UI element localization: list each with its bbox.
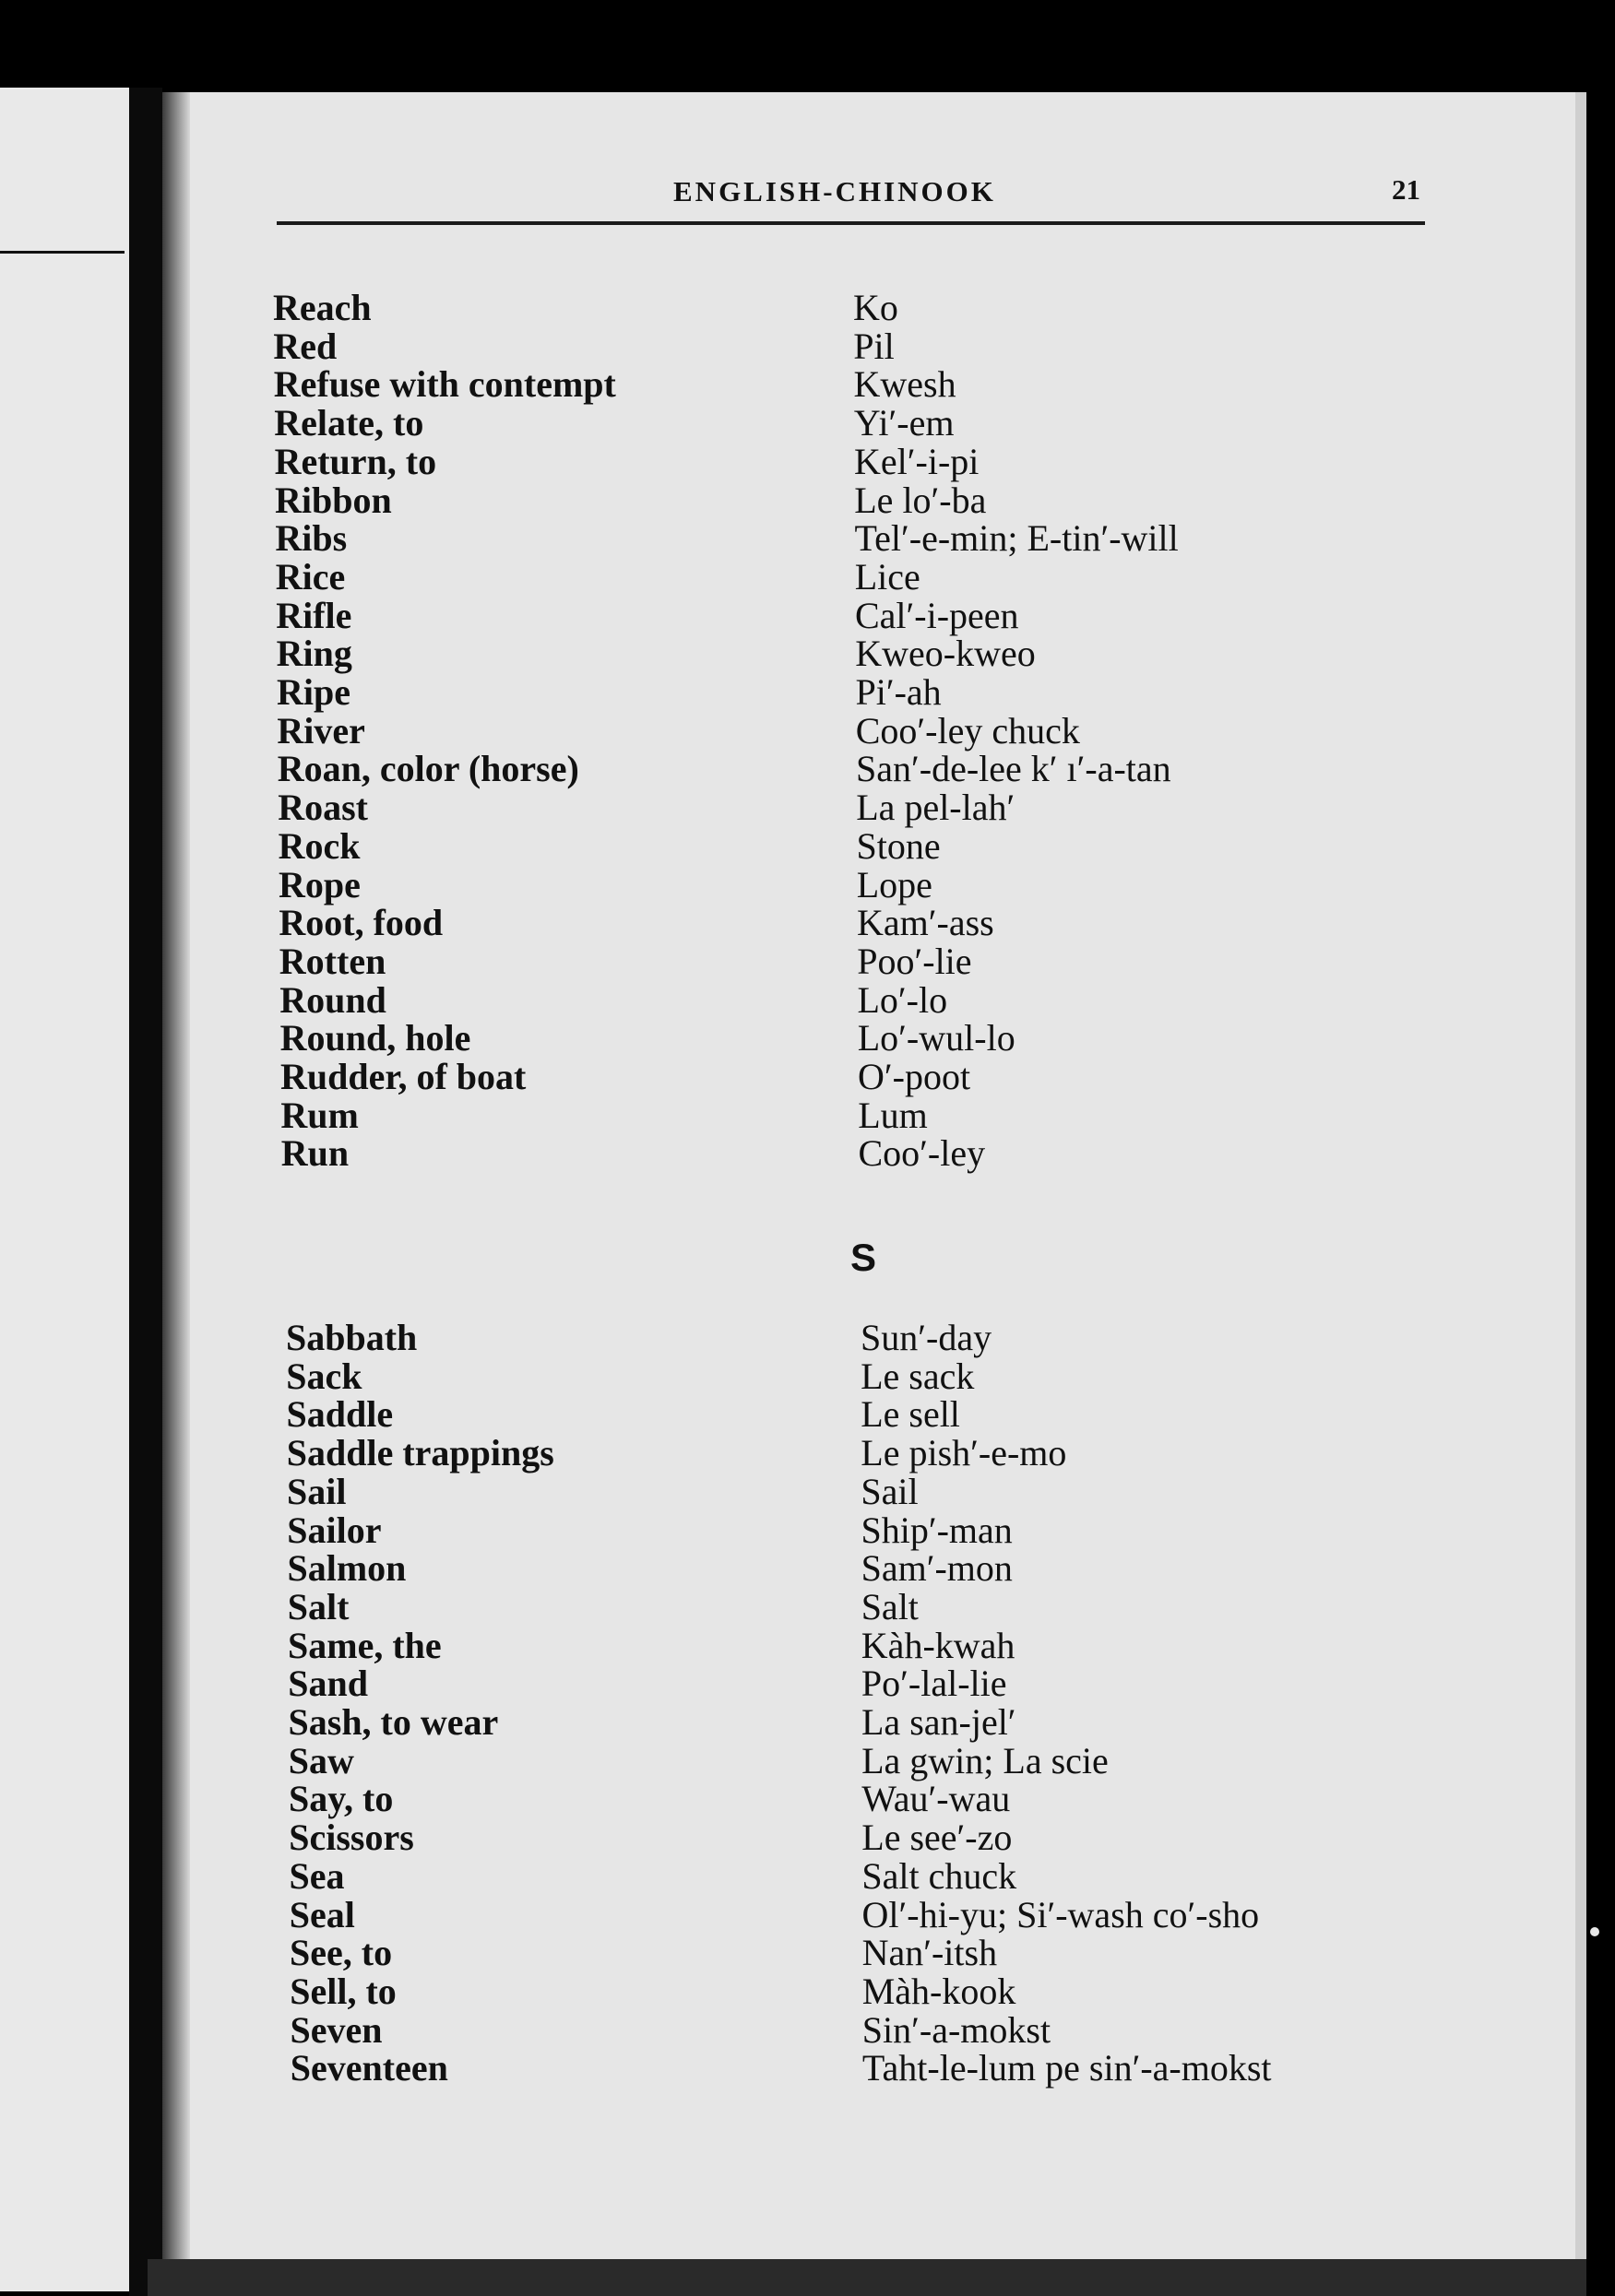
dictionary-entry xyxy=(0,1549,1615,1588)
chinook-term: Kam′-ass xyxy=(857,902,994,944)
english-term: Rope xyxy=(279,863,361,905)
dictionary-entry xyxy=(0,1893,1615,1935)
chinook-term: Ol′-hi-yu; Si′-wash co′-sho xyxy=(861,1893,1260,1935)
chinook-term: Taht-le-lum pe sin′-a-mokst xyxy=(861,2047,1272,2089)
english-term: Ripe xyxy=(277,671,350,713)
english-term: Sea xyxy=(289,1854,345,1897)
dictionary-entry xyxy=(0,942,1615,981)
page-number: 21 xyxy=(1392,173,1420,206)
english-term: Seal xyxy=(289,1893,355,1935)
dictionary-entry xyxy=(0,863,1615,905)
english-term: Sand xyxy=(288,1663,368,1705)
chinook-term: Kàh-kwah xyxy=(861,1624,1015,1666)
dictionary-entry xyxy=(0,1019,1615,1058)
chinook-term: Salt chuck xyxy=(861,1854,1017,1897)
chinook-term: Lum xyxy=(858,1094,928,1136)
dictionary-entry xyxy=(0,289,1615,327)
english-term: Sailor xyxy=(287,1509,382,1551)
english-term: Salt xyxy=(287,1585,350,1627)
english-term: Sell, to xyxy=(290,1970,397,2012)
chinook-term: Nan′-itsh xyxy=(861,1932,998,1974)
chinook-term: Lice xyxy=(854,555,920,598)
english-term: Sail xyxy=(287,1470,347,1512)
english-term: Rum xyxy=(280,1094,359,1136)
english-term: Same, the xyxy=(288,1624,442,1666)
english-term: Roan, color (horse) xyxy=(277,748,579,790)
chinook-term: Yi′-em xyxy=(853,402,955,444)
dictionary-entry xyxy=(0,1511,1615,1550)
chinook-term: Le pish′-e-mo xyxy=(861,1432,1067,1474)
english-term: Run xyxy=(280,1132,350,1175)
chinook-term: Sail xyxy=(861,1470,919,1512)
english-term: Salmon xyxy=(287,1547,407,1590)
section-letter: S xyxy=(850,1236,877,1279)
english-term: Rice xyxy=(275,555,346,598)
english-term: Roast xyxy=(278,787,368,829)
dictionary-entry xyxy=(0,824,1615,867)
dictionary-entry xyxy=(0,1664,1615,1703)
dictionary-entry xyxy=(0,2008,1615,2051)
dictionary-entry xyxy=(0,1319,1615,1357)
dictionary-entry xyxy=(0,327,1615,366)
english-term: Scissors xyxy=(289,1817,414,1859)
dictionary-entry xyxy=(0,404,1615,443)
english-term: Root, food xyxy=(279,902,444,944)
dictionary-entry xyxy=(0,1972,1615,2011)
chinook-term: Sun′-day xyxy=(861,1317,992,1358)
english-term: Sack xyxy=(286,1355,362,1397)
dictionary-entry xyxy=(0,1470,1615,1512)
english-term: Rock xyxy=(278,824,361,867)
chinook-term: Màh-kook xyxy=(861,1970,1016,2012)
dictionary-entry xyxy=(0,904,1615,942)
english-term: Return, to xyxy=(274,440,437,482)
english-term: Rifle xyxy=(276,594,352,636)
chinook-term: La gwin; La scie xyxy=(861,1739,1109,1781)
dictionary-entry xyxy=(0,634,1615,673)
page-bottom-shadow xyxy=(148,2259,1586,2296)
english-term: Sabbath xyxy=(286,1317,418,1358)
chinook-term: Wau′-wau xyxy=(861,1778,1011,1820)
chinook-term: Ship′-man xyxy=(861,1509,1013,1551)
dictionary-entry xyxy=(0,788,1615,827)
chinook-term: Coo′-ley chuck xyxy=(855,709,1080,752)
running-title: ENGLISH-CHINOOK xyxy=(673,175,996,207)
english-term: Saddle trappings xyxy=(286,1432,554,1474)
dictionary-entry xyxy=(0,555,1615,598)
dictionary-entry xyxy=(0,673,1615,712)
chinook-term: O′-poot xyxy=(858,1056,971,1097)
dictionary-entry xyxy=(0,978,1615,1021)
chinook-term: Le sack xyxy=(861,1355,975,1397)
english-term: See, to xyxy=(290,1932,393,1974)
english-term: Rudder, of boat xyxy=(280,1056,527,1097)
chinook-term: Sin′-a-mokst xyxy=(861,2008,1051,2051)
dictionary-entry xyxy=(0,709,1615,752)
chinook-term: Kweo-kweo xyxy=(855,633,1036,675)
chinook-term: Kel′-i-pi xyxy=(854,440,980,482)
chinook-term: Coo′-ley xyxy=(858,1132,986,1175)
english-term: Seventeen xyxy=(290,2047,448,2089)
chinook-term: La san-jel′ xyxy=(861,1701,1016,1743)
chinook-term: Sam′-mon xyxy=(861,1547,1013,1590)
chinook-term: Pi′-ah xyxy=(855,671,942,713)
dictionary-entry xyxy=(0,481,1615,520)
english-term: Ribbon xyxy=(275,479,392,521)
chinook-term: Pil xyxy=(853,325,895,367)
chinook-term: Lo′-wul-lo xyxy=(857,1017,1015,1059)
chinook-term: La pel-lah′ xyxy=(856,787,1015,829)
dictionary-entry xyxy=(0,1585,1615,1627)
dictionary-entry xyxy=(0,519,1615,558)
english-term: Red xyxy=(273,325,338,367)
english-term: Seven xyxy=(290,2008,383,2051)
header-rule xyxy=(277,221,1425,225)
dictionary-entry xyxy=(0,1058,1615,1096)
dictionary-entry xyxy=(0,440,1615,482)
english-term: Saw xyxy=(288,1739,354,1781)
english-term: Rotten xyxy=(279,940,386,982)
chinook-term: Ko xyxy=(853,287,898,328)
chinook-term: Le sell xyxy=(861,1393,960,1436)
dictionary-entry xyxy=(0,1703,1615,1742)
dictionary-entry xyxy=(0,1357,1615,1396)
english-term: Round xyxy=(279,978,386,1021)
chinook-term: Le see′-zo xyxy=(861,1817,1013,1859)
chinook-term: San′-de-lee k′ ı′-a-tan xyxy=(856,748,1171,790)
dictionary-entry xyxy=(0,2049,1615,2088)
dictionary-entry xyxy=(0,1934,1615,1972)
chinook-term: Po′-lal-lie xyxy=(861,1663,1007,1705)
dictionary-entry xyxy=(0,1434,1615,1473)
english-term: Refuse with contempt xyxy=(273,363,616,406)
english-term: Saddle xyxy=(286,1393,394,1436)
dictionary-entry xyxy=(0,594,1615,636)
english-term: Relate, to xyxy=(274,402,424,444)
dictionary-entry xyxy=(0,1739,1615,1781)
dictionary-entry xyxy=(0,365,1615,404)
dictionary-entry xyxy=(0,1624,1615,1666)
dictionary-entry xyxy=(0,1818,1615,1857)
english-term: Reach xyxy=(273,287,372,328)
chinook-term: Tel′-e-min; E-tin′-will xyxy=(854,517,1179,560)
dictionary-entry xyxy=(0,1395,1615,1434)
dictionary-entry xyxy=(0,1780,1615,1818)
chinook-term: Stone xyxy=(856,824,941,867)
english-term: Ribs xyxy=(275,517,348,560)
chinook-term: Salt xyxy=(861,1585,919,1627)
dictionary-entry xyxy=(0,1096,1615,1135)
english-term: River xyxy=(277,709,365,752)
english-term: Say, to xyxy=(289,1778,394,1820)
chinook-term: Lope xyxy=(856,863,932,905)
dictionary-entry xyxy=(0,1134,1615,1173)
facing-page-rule xyxy=(0,251,125,254)
chinook-term: Cal′-i-peen xyxy=(855,594,1019,636)
chinook-term: Poo′-lie xyxy=(857,940,972,982)
chinook-term: Kwesh xyxy=(853,363,956,406)
dictionary-entry xyxy=(0,1854,1615,1897)
english-term: Sash, to wear xyxy=(288,1701,499,1743)
chinook-term: Le lo′-ba xyxy=(854,479,987,521)
chinook-term: Lo′-lo xyxy=(857,978,948,1021)
english-term: Ring xyxy=(276,633,352,675)
dictionary-entry xyxy=(0,750,1615,788)
english-term: Round, hole xyxy=(279,1017,471,1059)
